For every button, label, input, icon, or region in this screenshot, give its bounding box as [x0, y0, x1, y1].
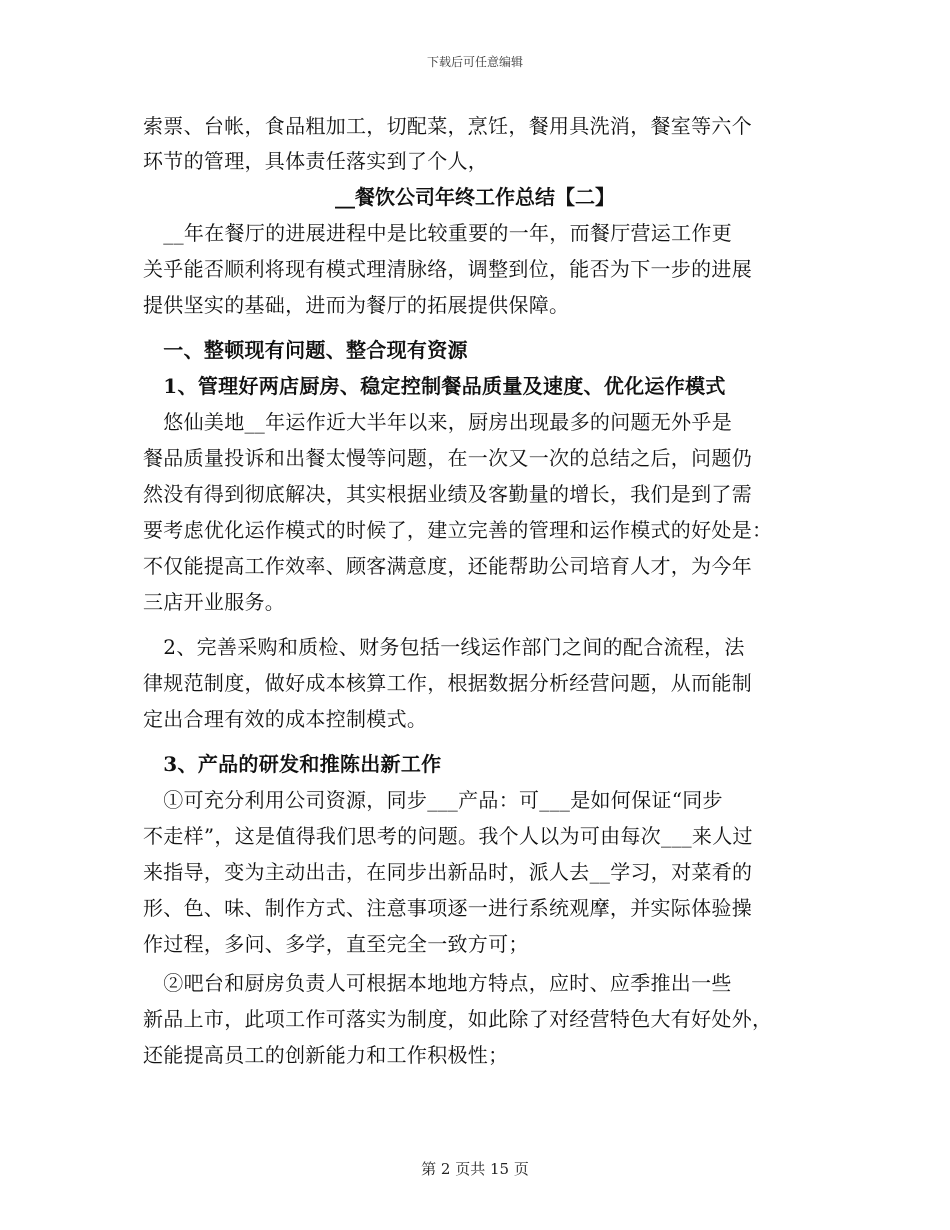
- text-line: __年在餐厅的进展进程中是比较重要的一年，而餐厅营运工作更: [143, 221, 732, 245]
- heading-1-1: 1、管理好两店厨房、稳定控制餐品质量及速度、优化运作模式: [143, 374, 726, 398]
- heading-1: 一、整顿现有问题、整合现有资源: [143, 338, 468, 362]
- text-line: 新品上市，此项工作可落实为制度，如此除了对经营特色大有好处外，: [143, 1007, 773, 1031]
- text-line: 还能提高员工的创新能力和工作积极性；: [143, 1043, 509, 1067]
- text-line: 餐品质量投诉和出餐太慢等问题，在一次又一次的总结之后，问题仍: [143, 446, 752, 470]
- text-line: 要考虑优化运作模式的时候了，建立完善的管理和运作模式的好处是：: [143, 518, 773, 542]
- text-line: 定出合理有效的成本控制模式。: [143, 707, 428, 731]
- text-line: 关乎能否顺利将现有模式理清脉络，调整到位，能否为下一步的进展: [143, 257, 752, 281]
- text-line: 来指导，变为主动出击，在同步出新品时，派人去__学习，对菜肴的: [143, 860, 753, 884]
- text-line: 2、完善采购和质检、财务包括一线运作部门之间的配合流程，法: [143, 635, 745, 659]
- text-line: 不仅能提高工作效率、顾客满意度，还能帮助公司培育人才，为今年: [143, 554, 752, 578]
- text-line: ①可充分利用公司资源，同步___产品：可___是如何保证“同步: [143, 788, 723, 812]
- heading-1-3: 3、产品的研发和推陈出新工作: [143, 752, 442, 776]
- text-line: 然没有得到彻底解决，其实根据业绩及客勤量的增长，我们是到了需: [143, 482, 752, 506]
- text-line: 悠仙美地__年运作近大半年以来，厨房出现最多的问题无外乎是: [143, 410, 732, 434]
- page-footer: 第 2 页共 15 页: [421, 1160, 529, 1178]
- text-line: 索票、台帐，食品粗加工，切配菜，烹饪，餐用具洗消，餐室等六个: [143, 114, 752, 138]
- text-line: 三店开业服务。: [143, 590, 286, 614]
- text-line: 形、色、味、制作方式、注意事项逐一进行系统观摩，并实际体验操: [143, 896, 752, 920]
- page-header: 下载后可任意编辑: [426, 55, 523, 69]
- text-line: 环节的管理，具体责任落实到了个人，: [143, 149, 489, 173]
- text-line: 不走样”，这是值得我们思考的问题。我个人以为可由每次___来人过: [143, 824, 753, 848]
- text-line: 提供坚实的基础，进而为餐厅的拓展提供保障。: [143, 293, 570, 317]
- text-line: ②吧台和厨房负责人可根据本地地方特点，应时、应季推出一些: [143, 971, 732, 995]
- text-line: 律规范制度，做好成本核算工作，根据数据分析经营问题，从而能制: [143, 671, 752, 695]
- text-line: 作过程，多问、多学，直至完全一致方可；: [143, 932, 529, 956]
- section-title: __餐饮公司年终工作总结【二】: [335, 185, 615, 209]
